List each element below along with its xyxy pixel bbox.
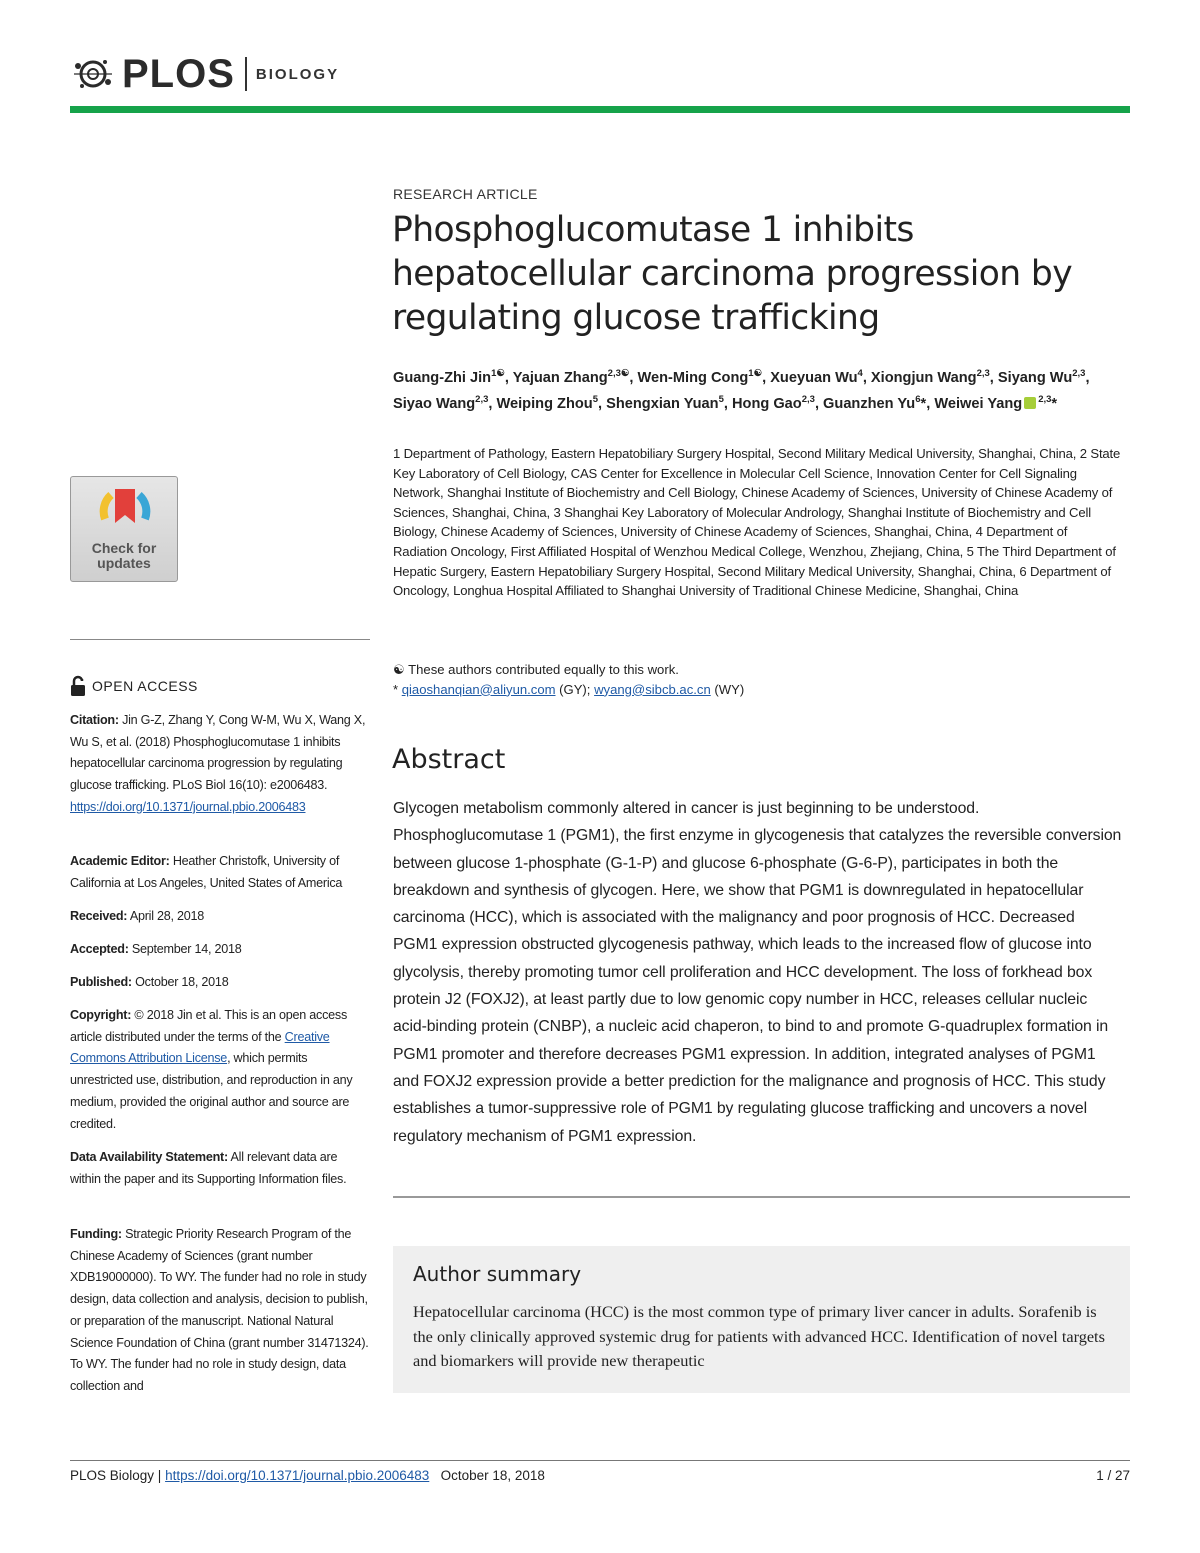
author-affiliation-marker: 2,3: [475, 393, 489, 405]
author-affiliation-marker: 2,3: [801, 393, 815, 405]
copyright: [70, 1005, 370, 1135]
author-separator: ,: [814, 395, 824, 412]
author-separator: *: [1051, 395, 1058, 412]
editor-label: Academic Editor:: [70, 854, 170, 868]
header-rule: [70, 106, 1130, 113]
footer-date: October 18, 2018: [440, 1468, 545, 1483]
accepted-date: [70, 939, 370, 961]
author-name[interactable]: Hong Gao: [731, 395, 802, 412]
abstract-heading: Abstract: [392, 744, 506, 775]
author-separator: ,: [723, 395, 732, 412]
author-affiliation-marker: 2,3: [976, 368, 990, 379]
author-separator: ,: [862, 369, 871, 386]
author-notes: [393, 660, 1123, 699]
data-availability-text: All relevant data are within the paper and its Supporting Information files.: [70, 1150, 347, 1186]
accepted-text: September 14, 2018: [131, 942, 242, 956]
author-affiliation-marker: 6: [915, 393, 921, 405]
author-affiliation-marker: 1☯: [491, 368, 505, 379]
license-link[interactable]: Creative Commons Attribution License: [70, 1029, 330, 1066]
author-affiliation-marker: 5: [718, 393, 724, 405]
check-for-updates-badge[interactable]: [70, 476, 178, 582]
journal-logo[interactable]: [70, 52, 339, 96]
footer-journal: PLOS Biology |: [70, 1468, 162, 1483]
check-for-updates-label: Check for updates: [91, 540, 157, 571]
affiliations: 1 Department of Pathology, Eastern Hepatobiliary Surgery Hospital, Second Military Medical University, Shanghai, China, 2 State Key Laboratory of Cell Biology, CAS Center for Excellence in Molecular Cell Science, Innovation Center for Cell Signaling Network, Shanghai Institute of Biochemistry and Cell Biology, Chinese Academy of Sciences, University of Chinese Academy of Sciences, Shanghai, China, 3 Shanghai Key Laboratory of Molecular Andrology, Shanghai Institute of Biochemistry and Cell Biology, Chinese Academy of Sciences, University of Chinese Academy of Sciences, Shanghai, China, 4 Department of Radiation Oncology, First Affiliated Hospital of Wenzhou Medical College, Wenzhou, Zhejiang, China, 5 The Third Department of Hepatic Surgery, Eastern Hepatobiliary Surgery Hospital, Second Military Medical University, Shanghai, China, 6 Department of Oncology, Longhua Hospital Affiliated to Shanghai University of Traditional Chinese Medicine, Shanghai, China: [393, 446, 1121, 599]
copyright-text: © 2018 Jin et al. This is an open access article distributed under the terms of the: [70, 1008, 347, 1044]
crossmark-icon: [97, 483, 153, 539]
footer-doi-link[interactable]: https://doi.org/10.1371/journal.pbio.2006483: [165, 1468, 430, 1483]
orcid-icon[interactable]: [1024, 397, 1036, 409]
author-name[interactable]: Siyao Wang: [393, 395, 476, 412]
email-tag-wy: (WY): [714, 681, 745, 697]
author-name[interactable]: Guang-Zhi Jin: [393, 369, 492, 386]
plos-logo-icon: [70, 54, 116, 94]
citation: [70, 710, 370, 819]
citation-doi-link[interactable]: https://doi.org/10.1371/journal.pbio.2006483: [70, 799, 306, 814]
data-availability: [70, 1147, 370, 1190]
author-summary-text: Hepatocellular carcinoma (HCC) is the most common type of primary liver cancer in adults. Sorafenib is the only clinically approved systemic drug for patients with advanced HCC. Identification of novel targets and biomarkers will provide new therapeutic: [413, 1302, 1105, 1370]
author-name[interactable]: Siyang Wu: [997, 369, 1073, 386]
footer-rule: [70, 1460, 1130, 1461]
received-label: Received:: [70, 909, 128, 923]
article-type: RESEARCH ARTICLE: [393, 186, 538, 202]
open-lock-icon: [70, 675, 86, 697]
brand-name: PLOS: [122, 51, 235, 96]
open-access-label: OPEN ACCESS: [92, 678, 198, 694]
accepted-label: Accepted:: [70, 942, 129, 956]
asterisk: *: [393, 681, 402, 697]
funding-text: Strategic Priority Research Program of the Chinese Academy of Sciences (grant number XDB19000000). To WY. The funder had no role in study design, data collection and analysis, decision to publish, or preparation of the manuscript. National Natural Science Foundation of China (grant number 31471324). To WY. The funder had no role in study design, data collection and: [70, 1227, 369, 1393]
page-number: 1 / 27: [1096, 1468, 1130, 1483]
abstract-rule: [393, 1196, 1130, 1198]
author-affiliation-marker: 2,3: [1072, 368, 1086, 379]
author-name[interactable]: Guanzhen Yu: [823, 395, 916, 412]
published-date: [70, 972, 370, 994]
footer: [70, 1468, 1130, 1483]
author-list: [393, 363, 1123, 415]
author-separator: ,: [504, 369, 513, 386]
received-text: April 28, 2018: [129, 909, 205, 923]
funding-label: Funding:: [70, 1227, 122, 1241]
author-separator: ,: [629, 369, 638, 386]
author-affiliation-marker: 5: [592, 393, 598, 405]
author-separator: ,: [762, 369, 771, 386]
author-name[interactable]: Yajuan Zhang: [512, 369, 608, 386]
author-summary-heading: Author summary: [413, 1262, 582, 1286]
received-date: [70, 906, 370, 928]
author-separator: ,: [1085, 369, 1090, 386]
published-text: October 18, 2018: [135, 975, 229, 989]
correspondence: [393, 680, 1123, 700]
open-access: [70, 675, 198, 697]
academic-editor: [70, 851, 370, 894]
author-name[interactable]: Xueyuan Wu: [770, 369, 858, 386]
author-name[interactable]: Weiwei Yang: [934, 395, 1023, 412]
citation-label: Citation:: [70, 713, 119, 727]
copyright-text-end: , which permits unrestricted use, distribution, and reproduction in any medium, provided the original author and source are credited.: [70, 1051, 353, 1131]
citation-text: Jin G-Z, Zhang Y, Cong W-M, Wu X, Wang X, Wu S, et al. (2018) Phosphoglucomutase 1 inhibits hepatocellular carcinoma progression by regulating glucose trafficking. PLoS Biol 16(10): e2006483.: [70, 713, 366, 793]
copyright-label: Copyright:: [70, 1008, 132, 1022]
email-tag-gy: (GY);: [559, 681, 591, 697]
author-affiliation-marker: 2,3☯: [607, 368, 630, 379]
author-name[interactable]: Weiping Zhou: [496, 395, 593, 412]
author-name[interactable]: Xiongjun Wang: [870, 369, 977, 386]
email-link-gy[interactable]: qiaoshanqian@aliyun.com: [401, 681, 556, 697]
author-separator: ,: [598, 395, 607, 412]
email-link-wy[interactable]: wyang@sibcb.ac.cn: [594, 681, 711, 697]
sidebar-rule: [70, 639, 370, 640]
equal-contribution-note: ☯ These authors contributed equally to this work.: [393, 662, 679, 677]
author-separator: *,: [920, 395, 935, 412]
abstract-text: Glycogen metabolism commonly altered in cancer is just beginning to be understood. Phosphoglucomutase 1 (PGM1), the first enzyme in glycogenesis that catalyzes the reversible conversion between glucose 1-phosphate (G-1-P) and glucose 6-phosphate (G-6-P), participates in both the breakdown and synthesis of glycogen. Here, we show that PGM1 is downregulated in hepatocellular carcinoma (HCC), which is associated with the malignancy and poor prognosis of HCC. Decreased PGM1 expression obstructed glycogenesis pathway, which leads to the increased flow of glucose into glycolysis, thereby promoting tumor cell proliferation and HCC development. The loss of forkhead box protein J2 (FOXJ2), at least partly due to low genomic copy number in HCC, releases cellular nucleic acid-binding protein (CNBP), a nucleic acid chaperon, to bind to and promote G-quadruplex formation in PGM1 promoter and therefore decreases PGM1 expression. In addition, integrated analyses of PGM1 and FOXJ2 expression provide a better prediction for the malignance and prognosis of HCC. This study establishes a tumor-suppressive role of PGM1 by regulating glucose trafficking and uncovers a novel regulatory mechanism of PGM1 expression.: [393, 800, 1122, 1145]
funding: [70, 1224, 370, 1398]
author-separator: ,: [989, 369, 998, 386]
author-affiliation-marker: 2,3: [1038, 393, 1052, 405]
author-affiliation-marker: 4: [857, 368, 863, 379]
author-separator: ,: [488, 395, 497, 412]
data-availability-label: Data Availability Statement:: [70, 1150, 228, 1164]
author-affiliation-marker: 1☯: [748, 368, 763, 379]
author-name[interactable]: Wen-Ming Cong: [637, 369, 749, 386]
article-title: Phosphoglucomutase 1 inhibits hepatocellular carcinoma progression by regulating glucose trafficking: [392, 210, 1073, 338]
journal-name: BIOLOGY: [255, 65, 340, 83]
author-name[interactable]: Shengxian Yuan: [606, 395, 719, 412]
published-label: Published:: [70, 975, 132, 989]
logo-divider: [245, 57, 247, 91]
editor-text: Heather Christofk, University of California at Los Angeles, United States of America: [70, 854, 343, 890]
